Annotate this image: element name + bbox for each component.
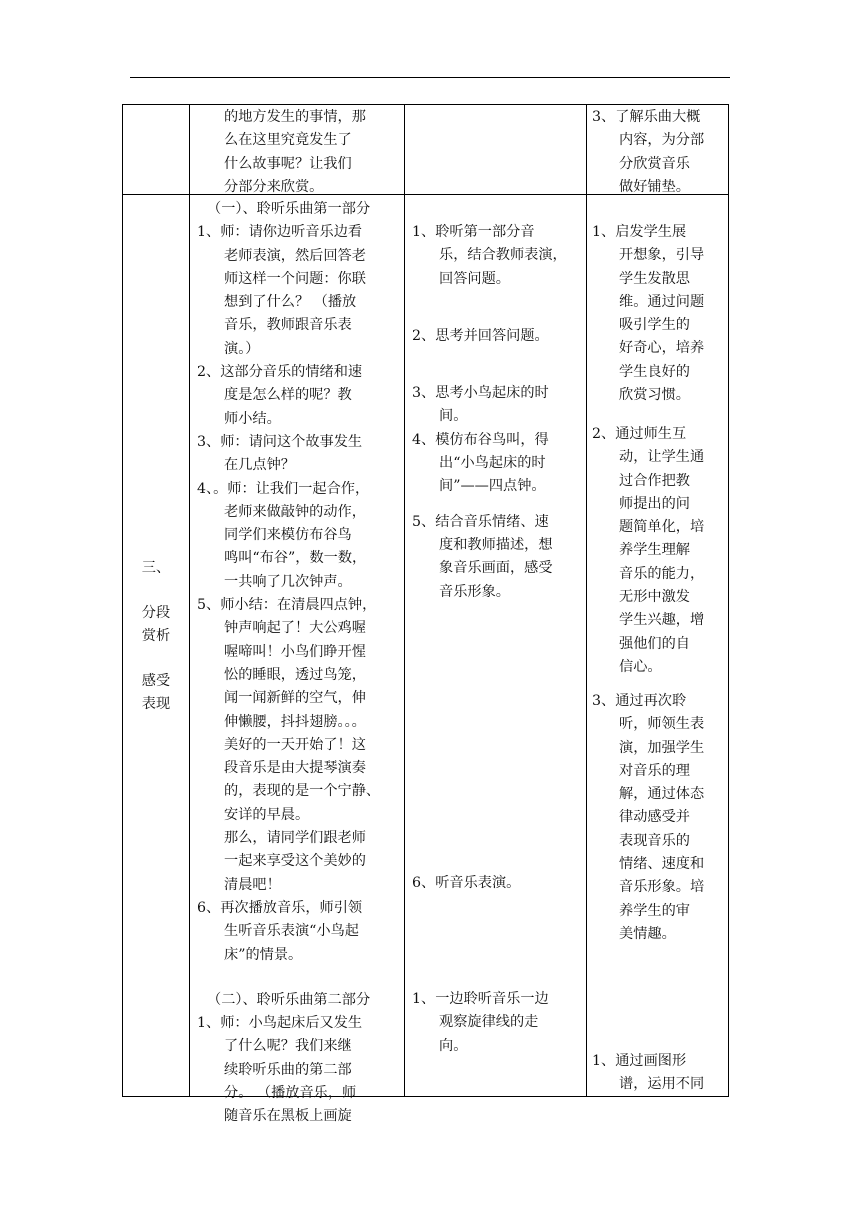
text-line: 随音乐在黑板上画旋: [224, 1108, 352, 1125]
text-line: 1、聆听第一部分音: [412, 224, 535, 240]
text-line: 么在这里究竟发生了: [224, 132, 352, 149]
text-line: 4、。师：让我们一起合作，: [197, 480, 370, 497]
lesson-table: [122, 104, 729, 1125]
column-divider: [586, 105, 587, 1096]
text-line: 5、结合音乐情绪、速: [412, 513, 549, 530]
text-line: 5、师小结：在清晨四点钟，: [197, 597, 377, 614]
text-line: 强他们的自: [619, 635, 690, 652]
text-line: 1、启发学生展: [592, 224, 687, 240]
text-line: 师提出的问: [619, 495, 690, 512]
text-line: 音乐形象。培: [619, 879, 705, 896]
text-line: 3、师：请问这个故事发生: [197, 433, 363, 450]
text-line: 分部分来欣赏。: [224, 178, 324, 195]
text-line: 分欣赏音乐: [619, 155, 690, 172]
text-line: 无形中激发: [619, 589, 690, 606]
text-line: 闻一闻新鲜的空气，伸: [224, 690, 366, 707]
text-line: 律动感受并: [619, 809, 690, 826]
purpose-cell: [592, 690, 704, 946]
text-line: 安详的早晨。: [224, 806, 310, 823]
text-line: 师这样一个问题：你联: [224, 270, 366, 287]
text-line: 钟声响起了！大公鸡喔: [224, 620, 366, 637]
text-line: 养学生的审: [619, 902, 690, 919]
stage-label: 表现: [141, 696, 171, 712]
text-line: 度是怎么样的呢？教: [224, 387, 352, 404]
text-line: 喔啼叫！小鸟们睁开惺: [224, 643, 366, 660]
text-line: 谱，运用不同: [619, 1076, 705, 1093]
text-line: 3、了解乐曲大概: [592, 109, 701, 125]
text-line: 题简单化，培: [619, 519, 705, 536]
text-line: 床”的情景。: [224, 946, 303, 963]
text-line: 2、通过师生互: [592, 426, 687, 442]
text-line: 观察旋律线的走: [439, 1014, 539, 1031]
text-line: 内容，为分部: [619, 132, 705, 149]
text-line: 乐，结合教师表演，: [439, 247, 567, 264]
text-line: 什么故事呢？让我们: [224, 155, 352, 172]
text-line: 演，加强学生: [619, 739, 705, 756]
text-line: 鸣叫“布谷”，数一数，: [224, 550, 367, 567]
text-line: 表现音乐的: [619, 832, 690, 849]
text-line: 那么，请同学们跟老师: [224, 830, 366, 847]
text-line: 音乐的能力，: [619, 565, 705, 582]
text-line: 生听音乐表演“小鸟起: [224, 923, 359, 940]
purpose-cell-top: [592, 106, 704, 199]
text-line: 吸引学生的: [619, 317, 690, 334]
column-divider: [189, 105, 190, 1096]
text-line: 清晨吧！: [224, 876, 281, 893]
text-line: 间。: [439, 408, 468, 425]
text-line: 同学们来模仿布谷鸟: [224, 527, 352, 544]
text-line: 3、通过再次聆: [592, 693, 687, 709]
teacher-activity-cell: [197, 198, 380, 1129]
text-line: 的，表现的是一个宁静、: [224, 783, 381, 800]
text-line: 养学生理解: [619, 542, 690, 559]
text-line: 出“小鸟起床的时: [439, 455, 546, 472]
text-line: 欣赏习惯。: [619, 387, 690, 404]
section-heading: （二）、聆听乐曲第二部分: [207, 991, 371, 1008]
text-line: 信心。: [619, 658, 662, 675]
column-divider: [404, 105, 405, 1096]
text-line: 学生良好的: [619, 363, 690, 380]
text-line: 间”——四点钟。: [439, 478, 546, 495]
text-line: 学生兴趣，增: [619, 612, 705, 629]
text-line: 1、通过画图形: [592, 1053, 687, 1069]
text-line: 1、师：请你边听音乐边看: [197, 224, 363, 241]
purpose-cell: [592, 221, 704, 407]
text-line: 2、思考并回答问题。: [412, 327, 549, 344]
text-line: 向。: [439, 1037, 468, 1054]
text-line: 音乐形象。: [439, 583, 510, 600]
text-line: 维。通过问题: [619, 293, 705, 310]
text-line: 3、思考小鸟起床的时: [412, 385, 549, 402]
text-line: 一起来享受这个美妙的: [224, 853, 366, 870]
text-line: 想到了什么？ （播放: [224, 294, 357, 311]
text-line: 一共响了几次钟声。: [224, 573, 352, 590]
section-heading: （一）、聆听乐曲第一部分: [207, 201, 371, 217]
text-line: 6、再次播放音乐，师引领: [197, 899, 363, 916]
student-activity-cell: [412, 988, 549, 1058]
text-line: 了什么呢？我们来继: [224, 1038, 352, 1055]
text-line: 伸懒腰，抖抖翅膀。。。: [224, 713, 366, 730]
text-line: 演。）: [224, 340, 260, 357]
text-line: 在几点钟？: [224, 457, 295, 474]
text-line: 好奇心，培养: [619, 340, 705, 357]
text-line: 美情趣。: [619, 925, 676, 942]
text-line: 师小结。: [224, 410, 281, 427]
stage-label: 分段: [141, 605, 171, 621]
purpose-cell: [592, 1050, 704, 1097]
text-line: 解，通过体态: [619, 786, 705, 803]
text-line: 动，让学生通: [619, 449, 705, 466]
text-line: 老师来做敲钟的动作，: [224, 503, 366, 520]
text-line: 6、听音乐表演。: [412, 875, 521, 891]
text-line: 对音乐的理: [619, 762, 690, 779]
text-line: 做好铺垫。: [619, 178, 690, 195]
text-line: 度和教师描述，想: [439, 536, 553, 553]
text-line: 4、模仿布谷鸟叫，得: [412, 431, 549, 448]
text-line: 续聆听乐曲的第二部: [224, 1061, 352, 1078]
text-line: 象音乐画面，感受: [439, 560, 553, 577]
text-line: 分。 （播放音乐，师: [224, 1084, 357, 1101]
text-line: 学生发散思: [619, 270, 690, 287]
text-line: 忪的睡眼，透过鸟笼，: [224, 666, 366, 683]
text-line: 段音乐是由大提琴演奏: [224, 760, 366, 777]
student-activity-cell: [412, 872, 520, 895]
text-line: 的地方发生的事情，那: [224, 109, 366, 125]
text-line: 过合作把教: [619, 472, 690, 489]
text-line: 开想象，引导: [619, 247, 705, 264]
stage-label: 感受: [141, 673, 171, 689]
text-line: 2、这部分音乐的情绪和速: [197, 364, 363, 381]
text-line: 1、一边聆听音乐一边: [412, 991, 549, 1007]
stage-label: 赏析: [141, 628, 171, 644]
stage-number: 三、: [141, 560, 171, 576]
teacher-cell-top: [224, 106, 366, 199]
text-line: 音乐，教师跟音乐表: [224, 317, 352, 334]
purpose-cell: [592, 423, 704, 679]
text-line: 老师表演，然后回答老: [224, 247, 366, 264]
text-line: 听，师领生表: [619, 716, 705, 733]
text-line: 美好的一天开始了！这: [224, 736, 366, 753]
text-line: 1、师：小鸟起床后又发生: [197, 1015, 363, 1032]
text-line: 情绪、速度和: [619, 856, 705, 873]
header-rule: [130, 77, 730, 78]
text-line: 回答问题。: [439, 270, 510, 287]
student-activity-cell: [412, 221, 567, 604]
